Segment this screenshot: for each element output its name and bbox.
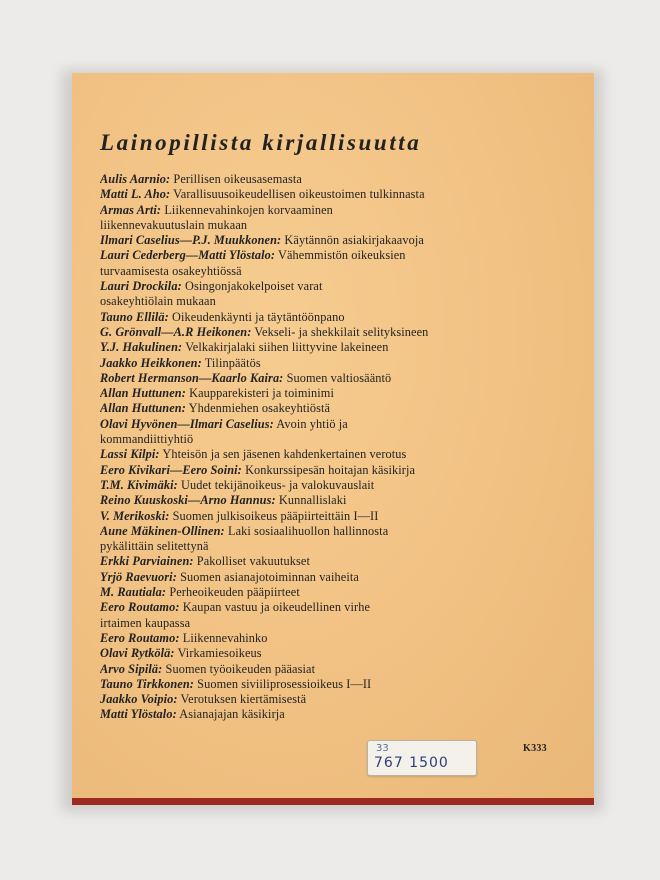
entry-author: Eero Kivikari—Eero Soini: (100, 462, 242, 477)
entry-author: Aune Mäkinen-Ollinen: (100, 523, 225, 538)
price-sticker-number: 33 (376, 743, 389, 754)
entry-title: Suomen työoikeuden pääasiat (165, 661, 316, 676)
entry-author: Eero Routamo: (100, 600, 180, 615)
entry-title: Liikennevahinko (182, 630, 268, 645)
entry-author: Reino Kuuskoski—Arno Hannus: (100, 493, 276, 508)
book-entry (100, 509, 540, 524)
entry-title: Suomen asianajotoiminnan vaiheita (180, 569, 359, 584)
entry-title: Suomen julkisoikeus pääpiirteittäin I—II (172, 508, 379, 523)
entry-title: Yhteisön ja sen jäsenen kahdenkertainen verotus (162, 447, 407, 462)
entry-title: Tilinpäätös (204, 355, 261, 370)
entry-title: Konkurssipesän hoitajan käsikirja (245, 462, 416, 477)
entry-title: Laki sosiaalihuollon hallinnosta (227, 523, 389, 538)
book-entry (100, 401, 540, 416)
book-entry (100, 340, 540, 355)
entry-title: Verotuksen kiertämisestä (180, 692, 307, 707)
book-entry (100, 371, 540, 386)
book-entry (100, 356, 540, 371)
entry-title: osakeyhtiölain mukaan (100, 294, 216, 309)
book-entry (100, 218, 540, 233)
book-entry (100, 493, 540, 508)
book-entry (100, 187, 540, 202)
entry-author: Ilmari Caselius—P.J. Muukkonen: (100, 233, 282, 248)
entry-author: Lauri Drockila: (100, 279, 182, 294)
entry-author: Robert Hermanson—Kaarlo Kaira: (100, 370, 284, 385)
entry-author: Matti Ylöstalo: (100, 707, 177, 722)
book-entry (100, 310, 540, 325)
entry-title: Velkakirjalaki siihen liittyvine lakeineen (185, 340, 389, 355)
entry-author: Olavi Rytkölä: (100, 646, 175, 661)
entry-title: Perheoikeuden pääpiirteet (169, 585, 300, 600)
entry-author: G. Grönvall—A.R Heikonen: (100, 324, 252, 339)
entry-title: Suomen siviiliprosessioikeus I—II (197, 676, 372, 691)
book-entry (100, 432, 540, 447)
price-sticker-price: 767 1500 (374, 755, 449, 771)
book-entry (100, 707, 540, 722)
entry-author: Allan Huttunen: (100, 386, 186, 401)
entry-title: kommandiittiyhtiö (100, 432, 194, 447)
book-entry (100, 616, 540, 631)
entry-title: Liikennevahinkojen korvaaminen (164, 202, 333, 217)
entry-title: Osingonjakokelpoiset varat (184, 279, 323, 294)
book-entry (100, 386, 540, 401)
entry-title: Kaupan vastuu ja oikeudellinen virhe (182, 600, 371, 615)
entry-title: Avoin yhtiö ja (276, 416, 348, 431)
book-entry (100, 447, 540, 462)
book-entry (100, 554, 540, 569)
entry-author: Tauno Ellilä: (100, 309, 169, 324)
book-entry (100, 692, 540, 707)
entry-title: Kunnallislaki (278, 493, 347, 508)
entry-author: Jaakko Heikkonen: (100, 355, 202, 370)
book-entry (100, 631, 540, 646)
book-entry (100, 264, 540, 279)
entry-title: liikennevakuutuslain mukaan (100, 217, 248, 232)
entry-author: Matti L. Aho: (100, 187, 171, 202)
entry-title: Yhdenmiehen osakeyhtiöstä (188, 401, 331, 416)
book-entry (100, 524, 540, 539)
entry-title: Varallisuusoikeudellisen oikeustoimen tulkinnasta (173, 187, 425, 202)
entry-title: Suomen valtiosääntö (286, 370, 392, 385)
entry-title: Vekseli- ja shekkilait selityksineen (254, 324, 429, 339)
book-entry (100, 233, 540, 248)
entry-author: Tauno Tirkkonen: (100, 676, 194, 691)
entry-title: Kaupparekisteri ja toiminimi (189, 386, 334, 401)
cover-heading: Lainopillista kirjallisuutta (100, 130, 422, 155)
entry-author: Aulis Aarnio: (100, 172, 171, 186)
entry-author: Erkki Parviainen: (100, 554, 194, 569)
entry-author: Olavi Hyvönen—Ilmari Caselius: (100, 416, 274, 431)
catalog-code: K333 (523, 743, 547, 754)
book-list (100, 172, 540, 723)
entry-title: turvaamisesta osakeyhtiössä (100, 263, 242, 278)
entry-title: irtaimen kaupassa (100, 615, 191, 630)
book-entry (100, 600, 540, 615)
book-entry (100, 646, 540, 661)
entry-author: Yrjö Raevuori: (100, 569, 177, 584)
entry-author: Y.J. Hakulinen: (100, 340, 183, 355)
book-entry (100, 172, 540, 187)
entry-title: Käytännön asiakirjakaavoja (284, 233, 424, 248)
entry-author: Jaakko Voipio: (100, 692, 178, 707)
price-sticker (367, 740, 477, 776)
entry-author: V. Merikoski: (100, 508, 170, 523)
book-entry (100, 478, 540, 493)
entry-author: Armas Arti: (100, 202, 162, 217)
entry-title: Uudet tekijänoikeus- ja valokuvauslait (181, 477, 375, 492)
entry-author: Eero Routamo: (100, 630, 180, 645)
entry-title: Oikeudenkäynti ja täytäntöönpano (172, 309, 345, 324)
book-entry (100, 463, 540, 478)
book-entry (100, 279, 540, 294)
entry-author: T.M. Kivimäki: (100, 477, 178, 492)
book-entry (100, 539, 540, 554)
entry-author: Lauri Cederberg—Matti Ylöstalo: (100, 248, 276, 263)
entry-author: M. Rautiala: (100, 585, 167, 600)
entry-author: Allan Huttunen: (100, 401, 186, 416)
book-entry (100, 325, 540, 340)
book-entry (100, 248, 540, 263)
book-entry (100, 570, 540, 585)
entry-author: Lassi Kilpi: (100, 447, 160, 462)
entry-title: Pakolliset vakuutukset (196, 554, 310, 569)
entry-author: Arvo Sipilä: (100, 661, 163, 676)
book-entry (100, 677, 540, 692)
entry-title: Virkamiesoikeus (177, 646, 262, 661)
entry-title: Vähemmistön oikeuksien (278, 248, 406, 263)
entry-title: pykälittäin selitettynä (100, 539, 209, 554)
entry-title: Asianajajan käsikirja (179, 707, 285, 722)
book-entry (100, 294, 540, 309)
book-entry (100, 417, 540, 432)
book-entry (100, 203, 540, 218)
book-entry (100, 585, 540, 600)
book-entry (100, 662, 540, 677)
entry-title: Perillisen oikeusasemasta (173, 172, 302, 186)
